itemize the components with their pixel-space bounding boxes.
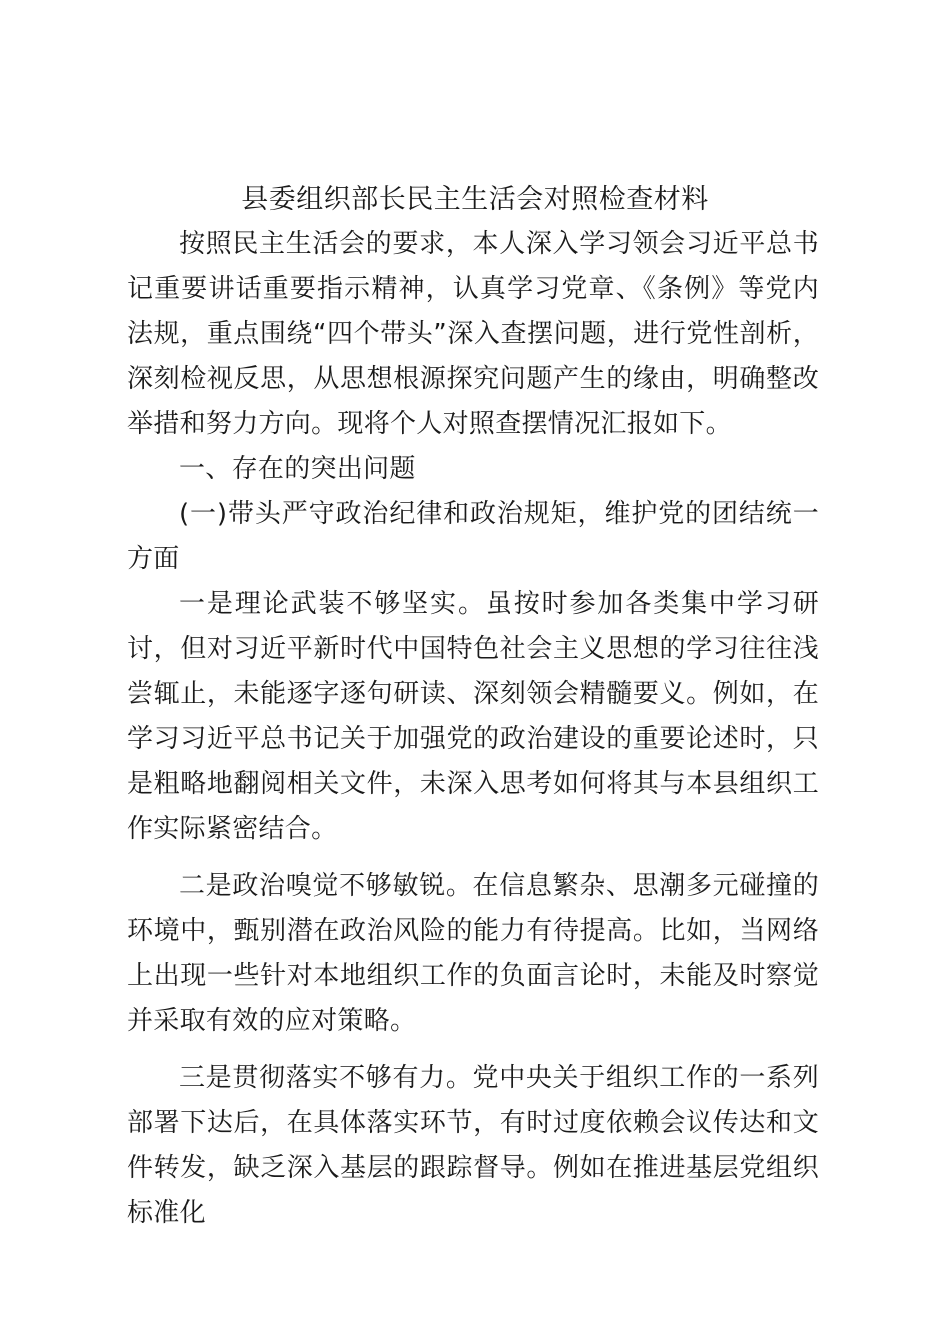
intro-paragraph: 按照民主生活会的要求，本人深入学习领会习近平总书记重要讲话重要指示精神，认真学习党章、《条例》等党内法规，重点围绕“四个带头”深入查摆问题，进行党性剖析，深刻检视反思，从思想根源探究问题产生的缘由，明确整改举措和努力方向。现将个人对照查摆情况汇报如下。 [127, 229, 819, 439]
section-heading: 一、存在的突出问题 [179, 454, 416, 484]
problem-paragraph-1: 一是理论武装不够坚实。虽按时参加各类集中学习研讨，但对习近平新时代中国特色社会主义思想的学习往往浅尝辄止，未能逐字逐句研读、深刻领会精髓要义。例如，在学习习近平总书记关于加强党的政治建设的重要论述时，只是粗略地翻阅相关文件，未深入思考如何将其与本县组织工作实际紧密结合。 [127, 589, 819, 844]
problem-paragraph-3: 三是贯彻落实不够有力。党中央关于组织工作的一系列部署下达后，在具体落实环节，有时过度依赖会议传达和文件转发，缺乏深入基层的跟踪督导。例如在推进基层党组织标准化 [127, 1063, 819, 1228]
document-body [127, 222, 819, 1236]
subsection-heading: (一)带头严守政治纪律和政治规矩，维护党的团结统一方面 [127, 499, 819, 574]
problem-paragraph-2: 二是政治嗅觉不够敏锐。在信息繁杂、思潮多元碰撞的环境中，甄别潜在政治风险的能力有待提高。比如，当网络上出现一些针对本地组织工作的负面言论时，未能及时察觉并采取有效的应对策略。 [127, 871, 819, 1036]
document-title: 县委组织部长民主生活会对照检查材料 [241, 184, 709, 215]
